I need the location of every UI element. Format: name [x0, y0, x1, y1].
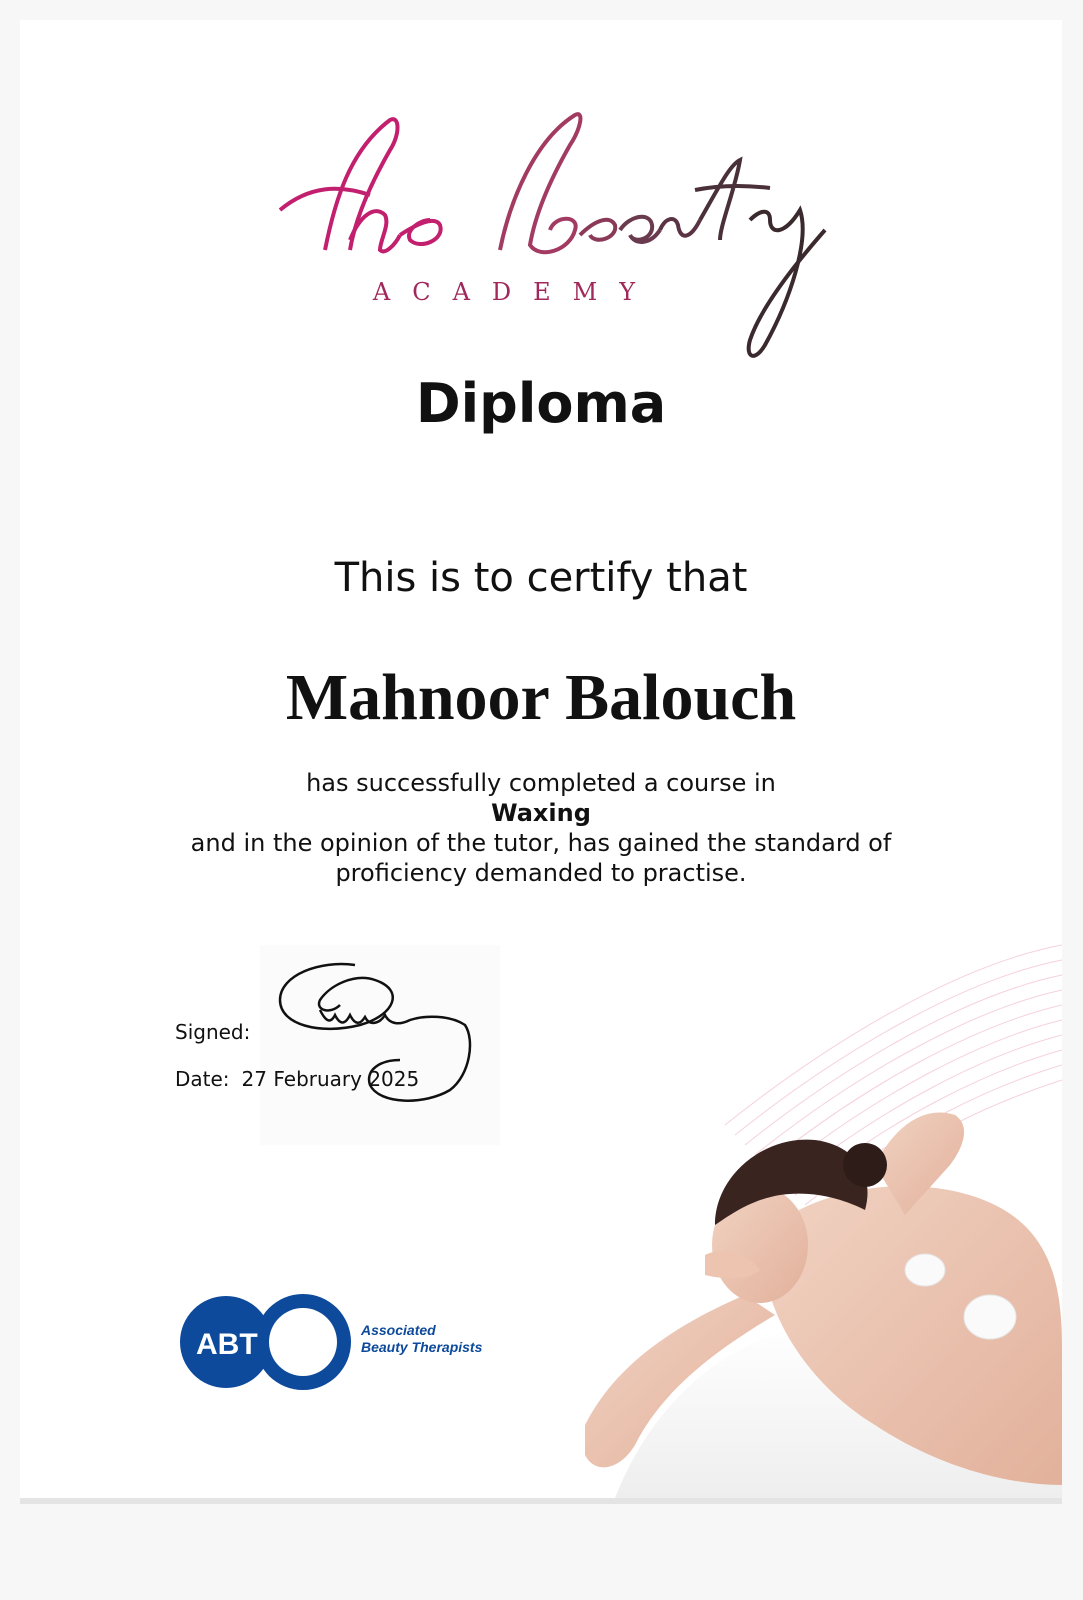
diploma-page [20, 20, 1062, 1498]
abt-line2: Beauty Therapists [361, 1339, 483, 1355]
academy-subtitle: ACADEMY [372, 278, 658, 306]
date-value: 27 February 2025 [241, 1067, 420, 1091]
spa-massage-photo [575, 925, 1062, 1498]
beauty-academy-logo [250, 90, 850, 380]
date-label: Date: [175, 1067, 230, 1091]
abt-abbr: ABT [196, 1328, 258, 1361]
course-name: Waxing [491, 799, 591, 827]
date-row [175, 1067, 419, 1091]
proficiency-line: proficiency demanded to practise. [335, 859, 747, 887]
diploma-title: Diploma [415, 372, 667, 435]
signed-label: Signed: [175, 1020, 251, 1044]
opinion-line: and in the opinion of the tutor, has gained the standard of [190, 829, 892, 857]
completion-statement [140, 768, 942, 888]
completed-line: has successfully completed a course in [306, 769, 776, 797]
abt-line1: Associated [361, 1322, 436, 1338]
recipient-name: Mahnoor Balouch [285, 661, 797, 734]
abt-logo [178, 1290, 518, 1400]
certify-line: This is to certify that [334, 555, 748, 601]
page-bottom-border [20, 1498, 1062, 1504]
handwritten-signature [260, 945, 500, 1145]
